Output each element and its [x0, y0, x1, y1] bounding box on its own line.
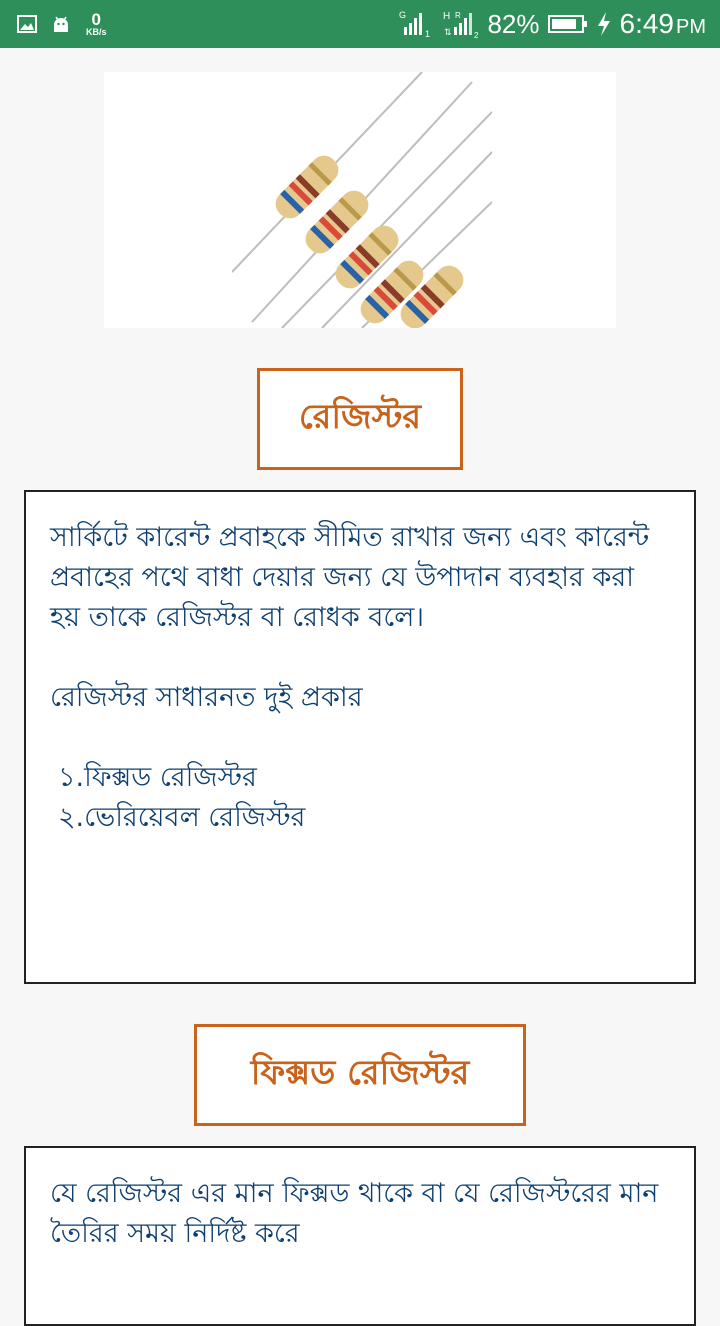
section-title-text: ফিক্সড রেজিস্টর: [250, 1052, 470, 1093]
status-bar: [0, 0, 720, 48]
sim1-label: G: [399, 10, 407, 20]
resistors-image: [232, 72, 492, 328]
resistor-types-heading: রেজিস্টর সাধারনত দুই প্রকার: [50, 682, 363, 713]
section-title-resistor: [257, 368, 463, 470]
sim1-index: 1: [425, 29, 431, 39]
signal-icon: [399, 9, 435, 39]
hero-image: [104, 72, 616, 328]
list-item: ২.ভেরিয়েবল রেজিস্টর: [58, 802, 306, 833]
section-title-text: রেজিস্টর: [298, 396, 422, 437]
clock-time: 6:49: [619, 8, 674, 39]
sim2-label: H: [443, 11, 451, 22]
article-content[interactable]: [0, 48, 720, 1280]
image-icon: [16, 13, 38, 35]
charging-icon: [596, 11, 612, 37]
section-body-fixed-resistor: [24, 1146, 696, 1326]
section-body-resistor: [24, 490, 696, 984]
clock: [620, 8, 707, 40]
signal-icon: [443, 9, 479, 39]
resistor-definition: সার্কিটে কারেন্ট প্রবাহকে সীমিত রাখার জন্য এবং কারেন্ট প্রবাহের পথে বাধা দেয়ার জন্য যে উপাদান ব্যবহার করা হয় তাকে রেজিস্টর বা রোধক বলে।: [50, 522, 650, 633]
sim2-index: 2: [474, 31, 479, 39]
fixed-resistor-definition: যে রেজিস্টর এর মান ফিক্সড থাকে বা যে রেজিস্টরের মান তৈরির সময় নির্দিষ্ট করে: [50, 1178, 659, 1249]
net-speed-unit: KB/s: [86, 27, 107, 37]
battery-percent: 82%: [487, 8, 540, 39]
section-title-fixed-resistor: [194, 1024, 526, 1126]
list-item: ১.ফিক্সড রেজিস্টর: [58, 762, 257, 793]
net-speed-value: 0: [91, 10, 101, 29]
sim2-roaming: R: [455, 11, 462, 20]
net-speed-indicator: [86, 11, 107, 37]
android-icon: [50, 13, 72, 35]
clock-ampm: PM: [676, 16, 706, 38]
svg-text:⇅: ⇅: [444, 27, 452, 37]
battery-icon: [548, 14, 588, 34]
